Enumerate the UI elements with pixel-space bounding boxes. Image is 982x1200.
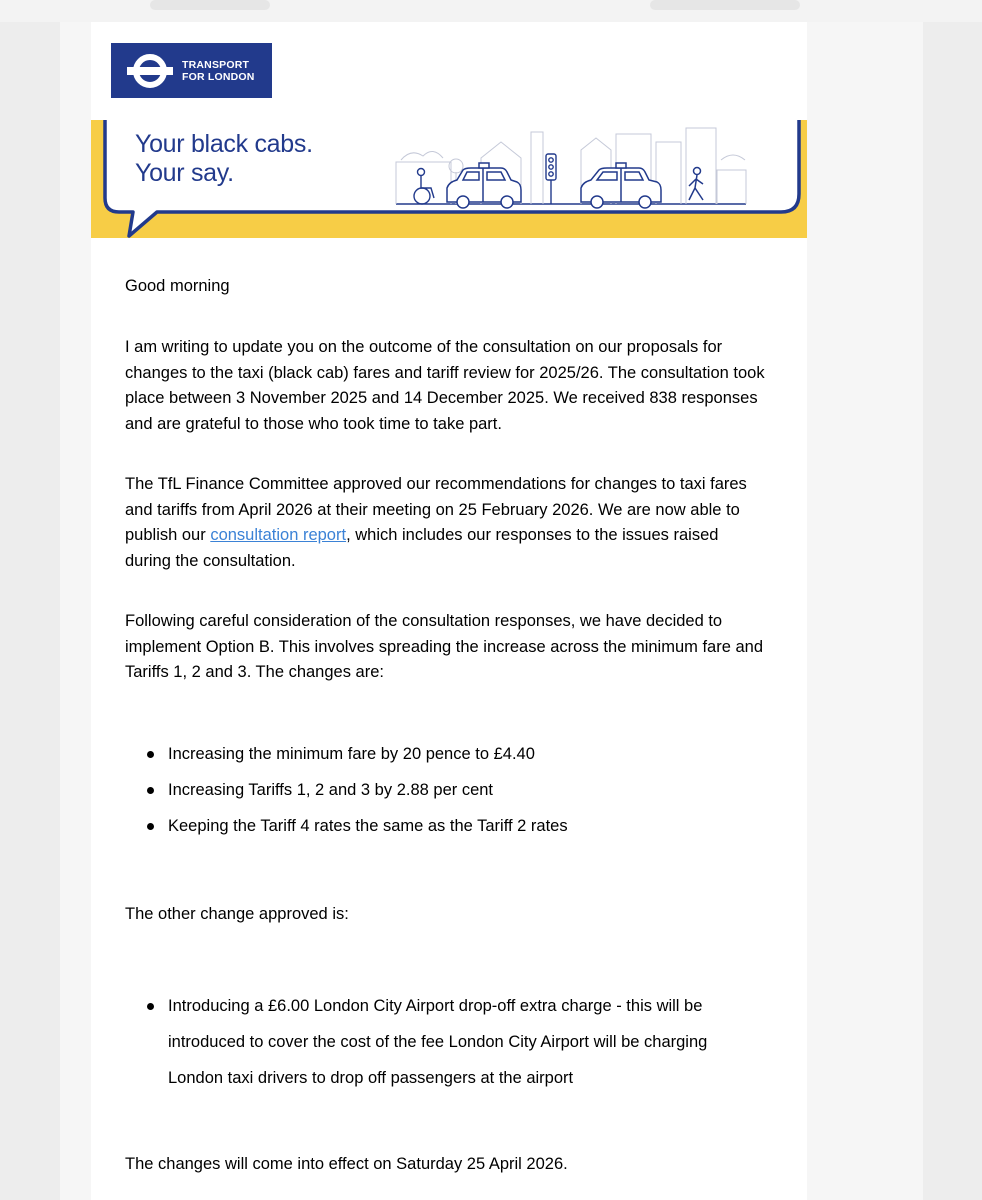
list-item [125, 808, 765, 844]
paragraph-finance-committee [125, 472, 765, 574]
paragraph-finance-committee-text-end: , which includes our responses to the issues raised during the consultation. [125, 526, 719, 570]
banner-headline-2: Your say. [135, 159, 234, 187]
consultation-report-link[interactable]: consultation report [210, 526, 347, 544]
changes-list [125, 736, 765, 844]
bullet-icon [147, 1003, 154, 1010]
list-item-text: Introducing a £6.00 London City Airport drop-off extra charge - this will be introduced to cover the cost of the fee London City Airport will be charging London taxi drivers to drop off passengers at the airport [168, 997, 708, 1087]
list-item [125, 772, 765, 808]
logo-line-1: TRANSPORT [182, 59, 250, 71]
closing-paragraph: The changes will come into effect on Saturday 25 April 2026. [125, 1155, 568, 1173]
bullet-icon [147, 787, 154, 794]
top-strip [0, 0, 982, 22]
bullet-icon [147, 823, 154, 830]
bullet-icon [147, 751, 154, 758]
greeting: Good morning [125, 277, 230, 295]
list-item-text: Keeping the Tariff 4 rates the same as the Tariff 2 rates [168, 817, 568, 835]
paragraph-finance-committee-text: The TfL Finance Committee approved our recommendations for changes to taxi fares and tariffs from April 2026 at their meeting on 25 February 2026. We are now able to publish our [125, 475, 747, 544]
tfl-logo[interactable] [111, 43, 272, 98]
roundel-icon [125, 53, 175, 89]
list-item-text: Increasing the minimum fare by 20 pence to £4.40 [168, 745, 535, 763]
list-item [125, 988, 735, 1096]
banner-headline-1: Your black cabs. [135, 130, 313, 158]
hero-banner [91, 120, 807, 238]
list-item [125, 736, 765, 772]
other-changes-list [125, 988, 735, 1096]
paragraph-option-b: Following careful consideration of the consultation responses, we have decided to implement Option B. This involves spreading the increase across the minimum fare and Tariffs 1, 2 and 3. The changes are: [125, 612, 763, 681]
blurred-header-left [150, 0, 270, 10]
logo-text [182, 59, 255, 83]
email-body [91, 22, 807, 1200]
paragraph-consultation-outcome: I am writing to update you on the outcome of the consultation on our proposals for changes to the taxi (black cab) fares and tariff review for 2025/26. The consultation took place between 3 November 2025 and 14 December 2025. We received 838 responses and are grateful to those who took time to take part. [125, 338, 765, 433]
blurred-header-right [650, 0, 800, 10]
list-item-text: Increasing Tariffs 1, 2 and 3 by 2.88 per cent [168, 781, 494, 799]
other-change-heading: The other change approved is: [125, 905, 349, 923]
logo-line-2: FOR LONDON [182, 71, 255, 83]
